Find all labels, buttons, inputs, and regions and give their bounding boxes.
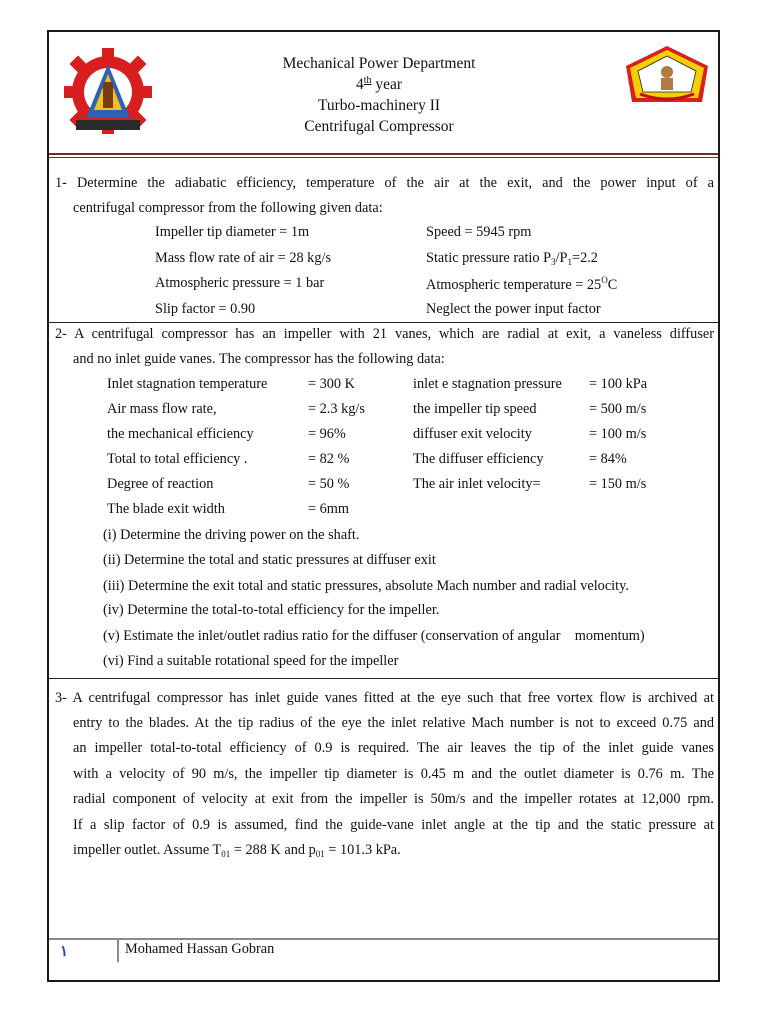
q2-label: Inlet stagnation temperature [107, 376, 268, 392]
topic-title: Centrifugal Compressor [304, 118, 454, 135]
q1-row4-right: Neglect the power input factor [426, 301, 601, 317]
q1-row1-left: Impeller tip diameter = 1m [155, 224, 310, 240]
q2-item-ii: (ii) Determine the total and static pressures at diffuser exit [103, 552, 436, 568]
year-word: year [375, 76, 403, 93]
q1-row4-left: Slip factor = 0.90 [155, 301, 256, 317]
q2-item-vi: (vi) Find a suitable rotational speed for the impeller [103, 653, 399, 669]
q2-label: Air mass flow rate, [107, 401, 217, 417]
q3-line1: 3- A centrifugal compressor has inlet guide vanes fitted at the eye such that free vortex flow is archived at [55, 690, 714, 706]
q2-value: = 96% [308, 426, 346, 442]
q2-item-i: (i) Determine the driving power on the shaft. [103, 527, 360, 543]
header-separator [49, 153, 718, 155]
q1-row3-right: Atmospheric temperature = $25^OC$ [426, 275, 618, 293]
year-number: 4 [355, 76, 364, 93]
q1-line2: centrifugal compressor from the following given data: [73, 200, 383, 216]
year-line [200, 74, 558, 95]
q2-label: diffuser exit velocity [413, 426, 532, 442]
department-title: Mechanical Power Department [282, 55, 476, 72]
q2-value: = 82 % [308, 451, 350, 467]
footer-vertical-divider [117, 938, 119, 962]
q1-row2-right: Static pressure ratio $P_3/P_1=2.2$ [426, 250, 598, 267]
q2-line1: 2- A centrifugal compressor has an impeller with 21 vanes, which are radial at exit, a vaneless diffuser [55, 326, 714, 342]
page-number: ١ [60, 944, 69, 960]
q2-item-iii: (iii) Determine the exit total and static pressures, absolute Mach number and radial velocity. [103, 578, 629, 594]
q2-label: The blade exit width [107, 501, 225, 517]
q2-label: inlet e stagnation pressure [413, 376, 562, 392]
q2-label: Total to total efficiency . [107, 451, 248, 467]
document-header [200, 53, 558, 137]
q2-value: = 84% [589, 451, 627, 467]
q2-item-v: (v) Estimate the inlet/outlet radius ratio for the diffuser (conservation of angular momentum) [103, 628, 645, 644]
q2-line2: and no inlet guide vanes. The compressor has the following data: [73, 351, 445, 367]
footer-divider [49, 938, 718, 940]
q1-row1-right: Speed = 5945 rpm [426, 224, 532, 240]
q2-value: = 2.3 kg/s [308, 401, 365, 417]
q2-label: the impeller tip speed [413, 401, 537, 417]
section-divider-2 [49, 678, 718, 679]
q2-value: = 100 kPa [589, 376, 648, 392]
q3-line6: If a slip factor of 0.9 is assumed, find the guide-vane inlet angle at the tip and the static pressure at [73, 817, 714, 833]
q2-label: Degree of reaction [107, 476, 214, 492]
q3-line7: impeller outlet. Assume $T_{01} = 288$ K and $p_{01} = 101.3$ kPa. [73, 842, 401, 859]
q2-value: = 300 K [308, 376, 355, 392]
author-name: Mohamed Hassan Gobran [125, 941, 275, 957]
q1-row2-left: Mass flow rate of air = 28 kg/s [155, 250, 332, 266]
q3-line4: with a velocity of 90 m/s, the impeller tip diameter is 0.45 m and the outlet diameter is 0.76 m. The [73, 766, 714, 782]
year-suffix: th [363, 75, 372, 86]
q2-label: The air inlet velocity= [413, 476, 541, 492]
q2-item-iv: (iv) Determine the total-to-total efficiency for the impeller. [103, 602, 440, 618]
q2-value: = 50 % [308, 476, 350, 492]
q1-line1: 1- Determine the adiabatic efficiency, temperature of the air at the exit, and the power input of a [55, 175, 714, 191]
q3-line5: radial component of velocity at exit from the impeller is 50m/s and the impeller rotates at 12,000 rpm. [73, 791, 714, 807]
q2-value: = 6mm [308, 501, 350, 517]
q2-label: The diffuser efficiency [413, 451, 544, 467]
university-seal-icon [620, 44, 714, 108]
q2-label: the mechanical efficiency [107, 426, 254, 442]
q2-value: = 500 m/s [589, 401, 647, 417]
q2-value: = 100 m/s [589, 426, 647, 442]
course-title: Turbo-machinery II [317, 97, 441, 114]
q3-line2: entry to the blades. At the tip radius of the eye the inlet relative Mach number is not to exceed 0.75 and [73, 715, 714, 731]
header-separator-thin [49, 157, 718, 158]
q3-line3: an impeller total-to-total efficiency of 0.9 is required. The air leaves the tip of the inlet guide vanes [73, 740, 714, 756]
faculty-logo-icon [58, 44, 158, 136]
q2-value: = 150 m/s [589, 476, 647, 492]
q1-row3-left: Atmospheric pressure = 1 bar [155, 275, 325, 291]
